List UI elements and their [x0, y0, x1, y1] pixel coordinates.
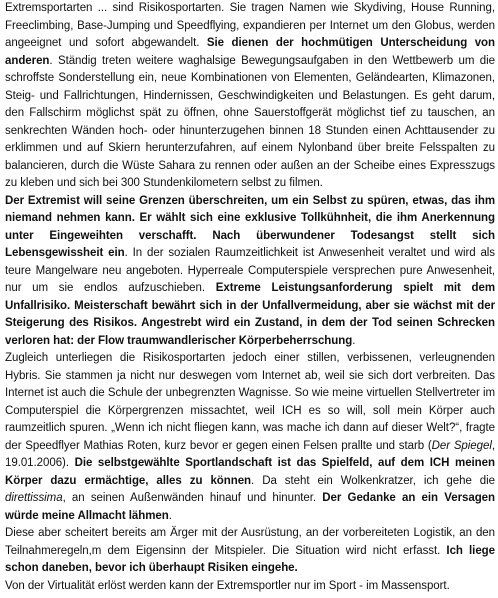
text-run: . [168, 509, 172, 522]
italic-text-run: Der Spiegel [431, 439, 492, 452]
text-run: Diese aber scheitert bereits am Ärger mit der Ausrüstung, an der vorbereiteten Logistik, an den Teilnahmeregeln,m dem Eigensinn der Mitspieler. Die Situation wird nicht erfasst. [5, 527, 495, 557]
text-run: Von der Virtualität erlöst werden kann der Extremsportler nur im Sport - im Massensport. [5, 579, 450, 592]
text-run: , an seinen Außenwänden hinauf und hinunter. [62, 492, 323, 504]
text-run: . Da steht ein Wolkenkratzer, ich gehe die [251, 474, 496, 487]
text-run: . [352, 334, 356, 347]
bold-text-run: Ich liege schon daneben, bevor ich überhaupt Risiken eingehe. [5, 544, 495, 574]
text-run: . In der sozialen Raumzeitlichkeit ist Anwesenheit veraltet und wird als teure Mangelware neu angeboten. Hyperreale Computerspiele versprechen pure Anwesenheit, nur um sie endlos aufzuschieben. [5, 247, 495, 294]
bold-text-run: Sie dienen der hochmütigen Unterscheidung von anderen [5, 37, 495, 67]
paragraph [5, 578, 495, 596]
bold-text-run: Der Gedanke an ein Versagen würde meine Allmacht lähmen [5, 492, 495, 522]
paragraph [5, 525, 495, 578]
bold-text-run: Extreme Leistungsanforderung spielt mit dem Unfallrisiko. Meisterschaft bewährt sich in der Unfallvermeidung, aber sie wächst mit der Steigerung des Risikos. Angestrebt wird ein Zustand, in dem der Tod seinen Schrecken verloren hat: der Flow traumwandlerischer Körperbeherrschung [5, 282, 495, 347]
italic-text-run: direttissima [5, 492, 63, 504]
bold-text-run: Der Extremist will seine Grenzen überschreiten, um ein Selbst zu spüren, etwas, das ihm niemand nehmen kann. Er wählt sich eine exklusive Tollkühnheit, die ihm Anerkennung unter Eingeweihten verschafft. Nach überwundener Todesangst stellt sich Lebensgewissheit ein [5, 194, 495, 259]
bold-text-run: Die selbstgewählte Sportlandschaft ist das Spielfeld, auf dem ICH meinen Körper dazu ermächtige, alles zu können [5, 457, 495, 487]
paragraph [5, 0, 495, 193]
text-run: Zugleich unterliegen die Risikosportarten jedoch einer stillen, verbissenen, verleugnenden Hybris. Sie stammen ja nicht nur deswegen vom Internet ab, weil sie sich dort verbreiten. Das Internet ist auch die Schule der unbegrenzten Wagnisse. So wie meine virtuellen Stellvertreter im Computerspiel die Körpergrenzen missachtet, weil ICH es so will, soll mein Körper auch raumzeitlich spuren. „Wenn ich nicht fliegen kann, was mache ich dann auf dieser Welt?“, fragte der Speedflyer Mathias Roten, kurz bevor er gegen einen Felsen prallte und starb ( [5, 352, 495, 452]
text-run: Extremsportarten ... sind Risikosportarten. Sie tragen Namen wie Skydiving, House Running, Freeclimbing, Base-Jumping und Speedflying, expandieren per Internet um den Globus, werden angeeignet und sofort abgewandelt. [5, 2, 495, 49]
text-run: , 19.01.2006). [5, 439, 495, 469]
paragraph [5, 193, 495, 351]
text-run: . Ständig treten weitere waghalsige Bewegungsaufgaben in den Wettbewerb um die schroffste Sonderstellung ein, neue Kombinationen von Elementen, Geländearten, Klimazonen, Steig- und Fallrichtungen, Hindernissen, Geschwindigkeiten und Belastungen. Es geht darum, den Fallschirm möglichst spät zu öffnen, ohne Sauerstoffgerät möglichst tief zu tauschen, an senkrechten Wänden hoch- oder hinunterzugehen binnen 18 Stunden einen Achttausender zu erklimmen und auf Skiern herunterzufahren, auf einem Nylonband über breite Felsspalten zu balancieren, durch die Wüste Sahara zu rennen oder außen an der Scheibe eines Expresszugs zu kleben und sich bei 300 Stundenkilometern selbst zu filmen. [5, 54, 495, 189]
paragraph [5, 350, 495, 525]
